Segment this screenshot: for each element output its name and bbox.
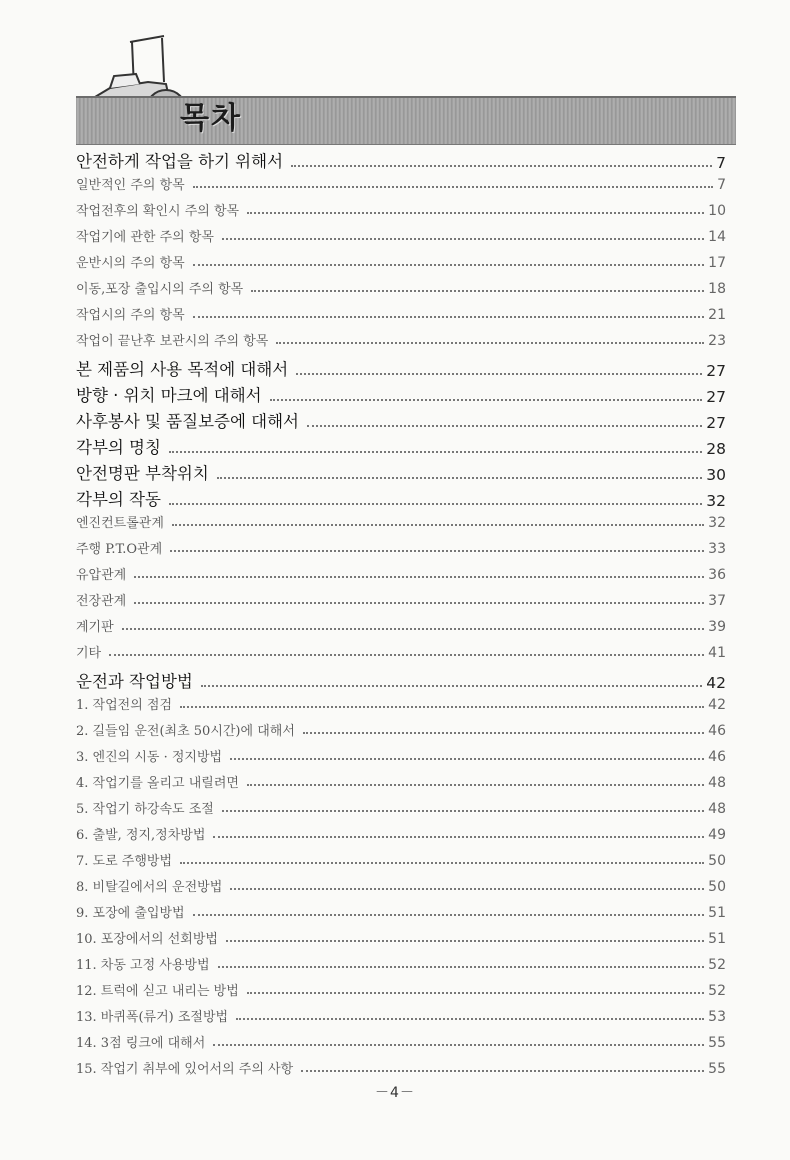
- toc-entry: [76, 902, 726, 921]
- dot-leader: [213, 835, 704, 838]
- toc-entry-page: 7: [716, 154, 726, 172]
- toc-entry-page: 46: [708, 749, 726, 765]
- dot-leader: [222, 237, 704, 240]
- toc-entry-label: 운반시의 주의 항목: [76, 256, 185, 271]
- dot-leader: [134, 575, 704, 578]
- toc-entry-page: 39: [708, 619, 726, 635]
- toc-entry-page: 50: [708, 853, 726, 869]
- toc-entry: [76, 304, 726, 323]
- toc-entry-label: 13. 바퀴폭(류거) 조절방법: [76, 1010, 229, 1025]
- toc-entry-label: 11. 차동 고정 사용방법: [76, 958, 210, 973]
- page-number: －4－: [375, 1085, 415, 1101]
- toc-entry-label: 운전과 작업방법: [76, 672, 193, 691]
- dot-leader: [169, 502, 702, 505]
- toc-entry: [76, 252, 726, 271]
- dot-leader: [247, 783, 704, 786]
- toc-entry-page: 37: [708, 593, 726, 609]
- toc-entry: [76, 1058, 726, 1077]
- toc-entry-label: 작업전후의 확인시 주의 항목: [76, 204, 240, 219]
- toc-entry: [76, 538, 726, 557]
- toc-entry-label: 1. 작업전의 점검: [76, 698, 173, 713]
- toc-entry: [76, 590, 726, 609]
- toc-entry-label: 안전하게 작업을 하기 위해서: [76, 152, 284, 171]
- toc-entry-page: 42: [706, 674, 726, 692]
- toc-entry-label: 15. 작업기 취부에 있어서의 주의 사항: [76, 1062, 294, 1077]
- toc-entry: [76, 850, 726, 869]
- toc-entry: [76, 564, 726, 583]
- toc-entry-label: 4. 작업기를 올리고 내릴려면: [76, 776, 239, 791]
- toc-entry-page: 49: [708, 827, 726, 843]
- dot-leader: [122, 627, 704, 630]
- dot-leader: [222, 809, 704, 812]
- toc-entry: [76, 356, 726, 380]
- toc-entry-page: 52: [708, 957, 726, 973]
- dot-leader: [134, 601, 704, 604]
- toc-entry: [76, 798, 726, 817]
- toc-entry-page: 51: [708, 905, 726, 921]
- toc-entry-label: 9. 포장에 출입방법: [76, 906, 185, 921]
- toc-entry: [76, 772, 726, 791]
- toc-entry: [76, 954, 726, 973]
- toc-entry-page: 32: [708, 515, 726, 531]
- toc-entry-page: 14: [708, 229, 726, 245]
- toc-entry-label: 작업기에 관한 주의 항목: [76, 230, 214, 245]
- dot-leader: [247, 211, 704, 214]
- dot-leader: [303, 731, 704, 734]
- toc-entry: [76, 1032, 726, 1051]
- dot-leader: [226, 939, 704, 942]
- toc-entry-page: 27: [706, 388, 726, 406]
- toc-entry-label: 6. 출발, 정지,정차방법: [76, 828, 206, 843]
- dot-leader: [193, 315, 704, 318]
- dot-leader: [180, 861, 704, 864]
- toc-entry: [76, 1006, 726, 1025]
- dot-leader: [296, 372, 702, 375]
- toc-entry: [76, 148, 726, 172]
- toc-entry-page: 48: [708, 801, 726, 817]
- toc-entry-label: 주행 P.T.O관계: [76, 542, 163, 557]
- toc-entry-label: 12. 트럭에 싣고 내리는 방법: [76, 984, 239, 999]
- toc-entry-page: 10: [708, 203, 726, 219]
- toc-entry-page: 17: [708, 255, 726, 271]
- toc-entry: [76, 278, 726, 297]
- toc-entry-label: 5. 작업기 하강속도 조절: [76, 802, 214, 817]
- toc-entry-page: 50: [708, 879, 726, 895]
- dot-leader: [193, 185, 713, 188]
- dot-leader: [251, 289, 704, 292]
- toc-entry: [76, 174, 726, 193]
- toc-entry: [76, 330, 726, 349]
- toc-entry: [76, 694, 726, 713]
- dot-leader: [169, 450, 702, 453]
- toc-entry-label: 전장관계: [76, 594, 127, 609]
- toc-entry-page: 55: [708, 1061, 726, 1077]
- toc-entry-label: 방향 · 위치 마크에 대해서: [76, 386, 262, 405]
- toc-entry-label: 계기판: [76, 620, 114, 635]
- toc-entry-label: 10. 포장에서의 선회방법: [76, 932, 218, 947]
- toc-entry-label: 3. 엔진의 시동 · 정지방법: [76, 750, 223, 765]
- toc-entry-page: 46: [708, 723, 726, 739]
- toc-entry: [76, 876, 726, 895]
- toc-entry-page: 52: [708, 983, 726, 999]
- dot-leader: [217, 476, 703, 479]
- toc-entry: [76, 408, 726, 432]
- toc-entry-label: 작업시의 주의 항목: [76, 308, 185, 323]
- dot-leader: [247, 991, 704, 994]
- toc-entry-page: 55: [708, 1035, 726, 1051]
- dot-leader: [180, 705, 704, 708]
- toc-entry-label: 8. 비탈길에서의 운전방법: [76, 880, 223, 895]
- toc-entry-page: 51: [708, 931, 726, 947]
- toc-entry: [76, 200, 726, 219]
- dot-leader: [291, 164, 712, 167]
- toc-entry: [76, 824, 726, 843]
- toc-entry-page: 27: [706, 362, 726, 380]
- toc-entry: [76, 928, 726, 947]
- toc-entry-page: 33: [708, 541, 726, 557]
- dot-leader: [172, 523, 704, 526]
- toc-entry: [76, 382, 726, 406]
- dot-leader: [193, 913, 705, 916]
- dot-leader: [170, 549, 704, 552]
- dot-leader: [230, 887, 704, 890]
- toc-entry-label: 이동,포장 출입시의 주의 항목: [76, 282, 244, 297]
- toc-entry-label: 작업이 끝난후 보관시의 주의 항목: [76, 334, 269, 349]
- toc-entry-label: 유압관계: [76, 568, 127, 583]
- toc-entry: [76, 668, 726, 692]
- toc-entry-page: 42: [708, 697, 726, 713]
- toc-entry: [76, 980, 726, 999]
- dot-leader: [213, 1043, 704, 1046]
- dot-leader: [270, 398, 703, 401]
- toc-entry-label: 안전명판 부착위치: [76, 464, 209, 483]
- toc-entry: [76, 460, 726, 484]
- toc-entry: [76, 642, 726, 661]
- toc-entry-page: 21: [708, 307, 726, 323]
- page-title: 목차: [180, 101, 242, 136]
- dot-leader: [276, 341, 704, 344]
- toc-entry: [76, 720, 726, 739]
- toc-entry-page: 53: [708, 1009, 726, 1025]
- toc-entry-label: 엔진컨트롤관계: [76, 516, 164, 531]
- toc-entry-label: 14. 3점 링크에 대해서: [76, 1036, 206, 1051]
- toc-entry: [76, 486, 726, 510]
- toc-entry-page: 32: [706, 492, 726, 510]
- toc-entry-label: 7. 도로 주행방법: [76, 854, 173, 869]
- toc-entry-label: 2. 길들임 운전(최초 50시간)에 대해서: [76, 724, 295, 739]
- toc-entry-page: 41: [708, 645, 726, 661]
- toc-entry-label: 각부의 명칭: [76, 438, 161, 457]
- dot-leader: [201, 684, 702, 687]
- toc-entry-page: 27: [706, 414, 726, 432]
- dot-leader: [307, 424, 702, 427]
- toc-entry-label: 사후봉사 및 품질보증에 대해서: [76, 412, 299, 431]
- toc-entry: [76, 616, 726, 635]
- toc-entry-label: 각부의 작동: [76, 490, 161, 509]
- dot-leader: [236, 1017, 704, 1020]
- dot-leader: [230, 757, 704, 760]
- toc-entry-label: 기타: [76, 646, 102, 661]
- dot-leader: [193, 263, 704, 266]
- dot-leader: [301, 1069, 704, 1072]
- toc-entry-page: 48: [708, 775, 726, 791]
- dot-leader: [109, 653, 704, 656]
- toc-entry-page: 23: [708, 333, 726, 349]
- toc-entry-label: 일반적인 주의 항목: [76, 178, 185, 193]
- toc-entry: [76, 434, 726, 458]
- toc-entry-page: 28: [706, 440, 726, 458]
- toc-entry-page: 36: [708, 567, 726, 583]
- toc-entry-page: 18: [708, 281, 726, 297]
- title-banner: [76, 96, 736, 145]
- toc-entry-label: 본 제품의 사용 목적에 대해서: [76, 360, 289, 379]
- toc-entry: [76, 226, 726, 245]
- toc-entry: [76, 512, 726, 531]
- toc-entry-page: 30: [706, 466, 726, 484]
- toc-entry: [76, 746, 726, 765]
- dot-leader: [218, 965, 705, 968]
- toc-entry-page: 7: [717, 177, 726, 193]
